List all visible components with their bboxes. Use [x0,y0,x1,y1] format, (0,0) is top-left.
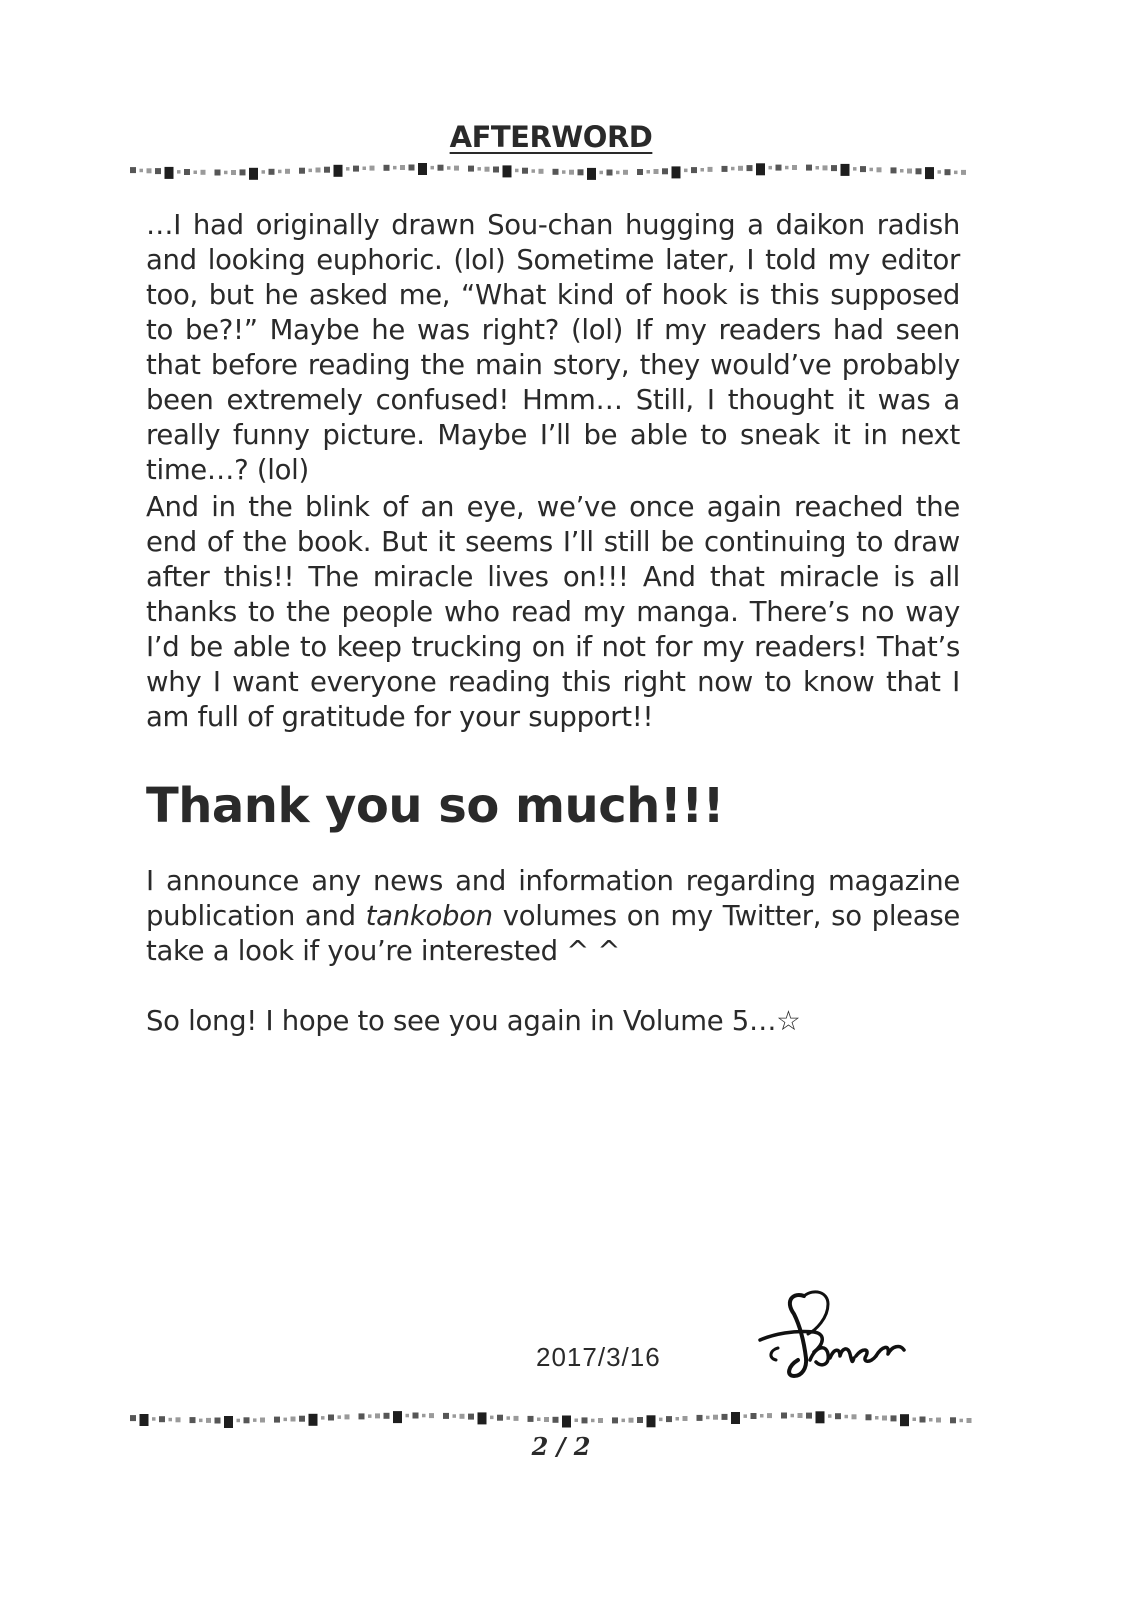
divider-dot [406,1414,410,1418]
divider-dot [875,1416,879,1420]
divider-dot [262,170,266,174]
divider-dot [938,170,942,174]
divider-dot [438,165,444,171]
divider-dot [493,167,499,173]
divider-dot [722,1414,728,1420]
divider-dot [697,1415,703,1421]
divider-dot [429,1413,434,1418]
divider-dot [514,1416,519,1421]
divider-dot [453,1414,457,1418]
divider-dot [747,165,753,171]
divider-dot [587,168,596,180]
divider-dot [798,1413,803,1418]
divider-dot [637,1417,643,1423]
divider-dot [713,1415,718,1420]
divider-dot [468,166,474,172]
divider-dot [683,1416,688,1421]
divider-dot [751,1413,757,1419]
divider-dot [920,1417,926,1423]
divider-dot [913,1418,917,1422]
divider-dot [629,1418,634,1423]
divider-dot [384,165,390,171]
divider-dot [346,167,350,171]
divider-dot [882,1416,887,1421]
divider-dot [866,1414,872,1420]
divider-dot [731,1412,740,1424]
divider-dot [338,1415,342,1419]
divider-dot [269,169,275,175]
divider-dot [672,166,681,178]
divider-dot [828,1414,832,1418]
divider-dot [309,1414,318,1426]
divider-dot [503,165,512,177]
divider-dot [165,167,174,179]
divider-dot [582,1417,588,1423]
divider-dot [691,167,697,173]
divider-dot [925,167,934,179]
divider-dot [612,1417,618,1423]
paragraph-2: And in the blink of an eye, we’ve once again reached the end of the book. But it seems I’ll still be continuing to draw after this!! The miracle lives on!!! And that miracle is all thanks to the people who read my manga. There’s no way I’d be able to keep trucking on if not for my readers! That’s why I want everyone reading this right now to know that I am full of gratitude for your support!! [146,491,960,733]
divider-dot [370,166,375,171]
divider-dot [260,1418,265,1423]
divider-dot [792,165,797,170]
divider-dot [835,1413,841,1419]
divider-dot [907,169,912,174]
divider-dot [553,1417,559,1423]
divider-dot [961,170,966,175]
divider-dot [515,169,519,173]
divider-dot [413,1413,419,1419]
divider-dot [738,166,743,171]
divider-dot [532,169,536,173]
divider-dot [578,169,584,175]
divider-dot [359,1413,365,1419]
divider-dot [237,1419,241,1423]
divider-dot [562,1416,571,1428]
divider-dot [654,169,659,174]
divider-dot [507,1416,511,1420]
divider-dot [206,1418,211,1423]
divider-dot [384,1413,390,1419]
divider-dot [184,169,190,175]
divider-dot [130,167,136,173]
divider-dot [816,1411,825,1423]
divider-dot [409,165,415,171]
divider-dot [443,1413,449,1419]
divider-dot [291,1417,296,1422]
divider-dot [299,1416,305,1422]
divider-dot [622,1419,626,1423]
divider-dot [253,1418,257,1422]
divider-dot [600,171,604,175]
divider-dot [485,167,490,172]
divider-dot [190,1417,196,1423]
divider-dot [785,166,789,170]
divider-dot [916,168,922,174]
divider-dot [666,1416,672,1422]
divider-dot [936,1418,941,1423]
divider-dot [684,169,688,173]
divider-dot [130,1415,136,1421]
divider-dot [756,163,765,175]
divider-dot [316,168,321,173]
divider-dot [215,170,221,176]
divider-dot [375,1413,380,1418]
signature-drawing [754,1286,914,1382]
divider-dot [177,170,181,174]
divider-dot [274,1417,280,1423]
divider-dot [140,1414,149,1426]
divider-dot [706,1416,710,1420]
divider-dot [490,1416,494,1420]
divider-dot [562,170,566,174]
divider-dot [591,1419,595,1423]
page-number: 2 / 2 [531,1432,591,1461]
author-signature [754,1286,914,1382]
announcement-text-end: volumes on my Twitter, so please take a look if you’re interested ^ ^ [146,900,960,967]
divider-dot [659,1418,663,1422]
divider-dot [539,169,544,174]
divider-dot [767,1413,772,1418]
divider-dot [816,166,820,170]
divider-dot [334,165,343,177]
divider-dot [231,170,236,175]
divider-dot [422,1414,426,1418]
divider-dot [497,1415,503,1421]
divider-dot [478,1412,487,1424]
divider-dot [400,165,405,170]
thank-you-heading: Thank you so much!!! [146,778,724,834]
divider-dot [324,167,330,173]
divider-dot [877,167,882,172]
divider-dot [194,171,198,175]
divider-dot [285,169,290,174]
divider-dot [806,1413,812,1419]
divider-dot [722,166,728,172]
divider-dot [701,168,705,172]
divider-dot [328,1415,334,1421]
divider-dot [623,170,628,175]
divider-dot [199,1419,203,1423]
divider-dot [870,168,874,172]
divider-dot [853,167,857,171]
divider-dot [960,1419,964,1423]
closing-line: So long! I hope to see you again in Volume 5…☆ [146,1005,801,1037]
divider-dot [845,1415,849,1419]
divider-dot [637,169,643,175]
divider-dot [147,168,152,173]
divider-dot [647,1415,656,1427]
divider-dot [945,169,951,175]
decorative-divider-top [128,158,974,182]
divider-dot [244,1417,250,1423]
divider-dot [760,1414,764,1418]
divider-dot [393,1411,402,1423]
divider-dot [607,170,613,176]
divider-dot [431,166,435,170]
divider-dot [708,167,713,172]
divider-dot [468,1414,474,1420]
divider-dot [900,169,904,173]
divider-dot [224,1416,233,1428]
divider-dot [860,166,866,172]
divider-dot [460,1414,465,1419]
divider-dot [744,1414,748,1418]
date-stamp: 2017/3/16 [536,1342,661,1372]
divider-dot [478,167,482,171]
divider-dot [662,168,668,174]
divider-dot [598,1418,603,1423]
decorative-divider-bottom [128,1406,974,1430]
divider-dot [249,168,258,180]
divider-dot [215,1418,221,1424]
announcement-paragraph [146,864,960,969]
divider-dot [299,168,305,174]
divider-dot [929,1418,933,1422]
divider-dot [224,171,228,175]
announcement-italic-term: tankobon [365,900,493,932]
divider-dot [676,1417,680,1421]
divider-dot [393,166,397,170]
divider-dot [201,170,206,175]
divider-dot [967,1418,972,1423]
divider-dot [831,165,837,171]
divider-dot [791,1414,795,1418]
divider-dot [159,1416,165,1422]
divider-dot [528,1416,534,1422]
divider-dot [891,167,897,173]
divider-dot [169,1418,173,1422]
divider-dot [841,164,850,176]
divider-dot [140,169,144,173]
divider-dot [769,166,773,170]
divider-dot [950,1417,956,1423]
divider-dot [900,1414,909,1426]
divider-dot [447,166,451,170]
divider-dot [553,169,559,175]
divider-dot [544,1417,549,1422]
divider-dot [852,1414,857,1419]
announcement-text-start: I announce any news and information regarding magazine publication and [146,865,960,932]
divider-dot [454,166,459,171]
divider-dot [891,1415,897,1421]
divider-dot [569,170,574,175]
divider-dot [616,171,620,175]
divider-dot [368,1414,372,1418]
divider-dot [176,1417,181,1422]
divider-dot [278,170,282,174]
divider-dot [321,1416,325,1420]
divider-dot [954,171,958,175]
divider-dot [155,168,161,174]
divider-dot [345,1414,350,1419]
divider-dot [537,1418,541,1422]
divider-dot [823,165,828,170]
divider-dot [806,165,812,171]
divider-dot [309,169,313,173]
paragraph-1: …I had originally drawn Sou-chan hugging a daikon radish and looking euphoric. (lol) Sometime later, I told my editor too, but he asked me, “What kind of hook is this supposed to be?!” Maybe he was right? (lol) If my readers had seen that before reading the main story, they would’ve probably been extremely confused! Hmm… Still, I thought it was a really funny picture. Maybe I’ll be able to sneak it in next time…? (lol) [146,209,960,486]
divider-dot [353,166,359,172]
divider-dot [776,165,782,171]
divider-dot [781,1413,787,1419]
divider-dot [731,167,735,171]
divider-dot [152,1417,156,1421]
divider-dot [363,167,367,171]
afterword-title: AFTERWORD [449,120,653,154]
divider-dot [647,170,651,174]
divider-dot [575,1419,579,1423]
divider-dot [418,163,427,175]
divider-dot [284,1418,288,1422]
divider-dot [240,169,246,175]
divider-dot [522,168,528,174]
